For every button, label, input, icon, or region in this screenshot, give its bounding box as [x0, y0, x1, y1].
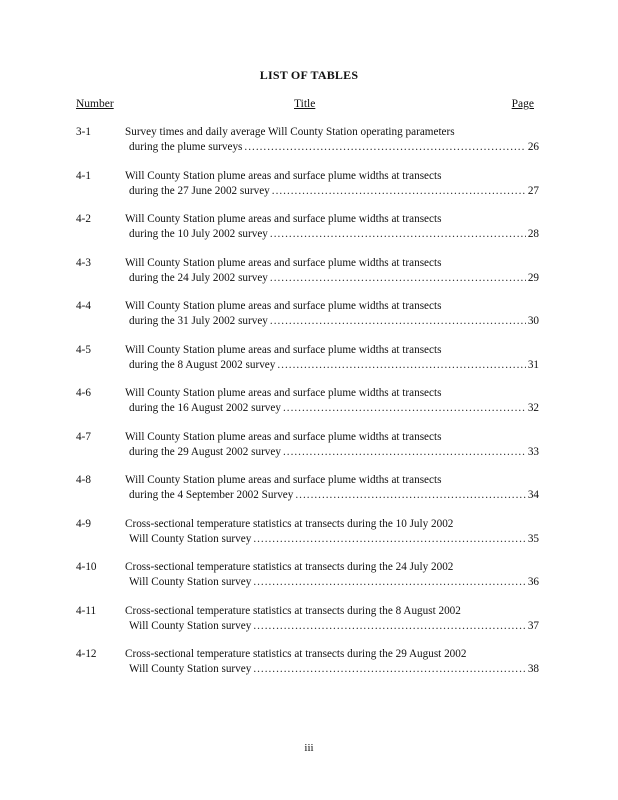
list-item: [0, 605, 618, 649]
table-title-line1: Will County Station plume areas and surface plume widths at transects: [125, 474, 442, 486]
table-title-line1: Will County Station plume areas and surface plume widths at transects: [125, 169, 442, 182]
list-item: [0, 474, 618, 518]
table-title-line2: during the 8 August 2002 survey: [129, 358, 276, 371]
list-item: [0, 300, 618, 344]
table-number: 4-6: [76, 387, 91, 399]
table-page-number: 34: [527, 489, 539, 501]
table-page-number: 27: [527, 184, 539, 197]
table-page-number: 37: [527, 619, 539, 632]
table-list: [0, 126, 618, 692]
table-title-line2: during the 16 August 2002 survey: [129, 402, 281, 414]
table-title-line1: Cross-sectional temperature statistics at transects during the 8 August 2002: [125, 604, 461, 617]
table-number: 4-2: [76, 213, 91, 225]
table-title-line2-row: [129, 533, 539, 545]
table-number: 4-3: [76, 256, 91, 269]
table-title-line2-row: [129, 272, 539, 284]
table-title-line2-row: [129, 315, 539, 327]
table-number: 4-8: [76, 474, 91, 486]
table-number: 4-4: [76, 300, 91, 312]
table-page-number: 32: [527, 402, 539, 414]
table-title-line2: Will County Station survey: [129, 532, 252, 545]
header-title: Title: [294, 98, 316, 110]
table-number: 4-1: [76, 169, 91, 182]
dot-leader: [283, 402, 526, 414]
dot-leader: [270, 315, 526, 327]
table-title-line1: Cross-sectional temperature statistics at transects during the 24 July 2002: [125, 561, 454, 573]
list-item: [0, 170, 618, 214]
table-title-line1: Cross-sectional temperature statistics at transects during the 29 August 2002: [125, 648, 467, 660]
table-title-line2: during the 24 July 2002 survey: [129, 271, 268, 284]
list-item: [0, 126, 618, 170]
dot-leader: [253, 663, 526, 675]
table-title-line2: during the 29 August 2002 survey: [129, 445, 281, 458]
column-headers: [76, 98, 534, 114]
page-title: LIST OF TABLES: [259, 68, 359, 82]
list-item: [0, 561, 618, 605]
table-title-line1: Will County Station plume areas and surface plume widths at transects: [125, 430, 442, 443]
table-number: 4-11: [76, 604, 97, 617]
table-title-line1: Will County Station plume areas and surface plume widths at transects: [125, 300, 442, 312]
table-title-line1: Will County Station plume areas and surface plume widths at transects: [125, 387, 442, 399]
table-title-line2: during the 31 July 2002 survey: [129, 315, 268, 327]
table-title-line2-row: [129, 489, 539, 501]
dot-leader: [244, 141, 525, 153]
table-page-number: 38: [527, 663, 539, 675]
table-title-line1: Cross-sectional temperature statistics at transects during the 10 July 2002: [125, 517, 454, 530]
table-title-line2-row: [129, 446, 539, 458]
table-title-line2-row: [129, 402, 539, 414]
table-page-number: 36: [527, 576, 539, 588]
table-number: 3-1: [76, 126, 91, 138]
table-title-line1: Will County Station plume areas and surface plume widths at transects: [125, 256, 442, 269]
dot-leader: [277, 359, 525, 371]
table-number: 4-10: [76, 561, 97, 573]
table-number: 4-12: [76, 648, 97, 660]
table-title-line2: during the 27 June 2002 survey: [129, 184, 270, 197]
list-item: [0, 518, 618, 562]
table-page-number: 28: [527, 228, 539, 240]
table-title-line1: Survey times and daily average Will County Station operating parameters: [125, 126, 455, 138]
table-title-line2: during the 10 July 2002 survey: [129, 228, 268, 240]
table-number: 4-7: [76, 430, 91, 443]
table-title-line2-row: [129, 620, 539, 632]
list-item: [0, 387, 618, 431]
table-title-line2: Will County Station survey: [129, 619, 252, 632]
table-title-line1: Will County Station plume areas and surface plume widths at transects: [125, 213, 442, 225]
table-title-line2-row: [129, 663, 539, 675]
table-page-number: 33: [527, 445, 539, 458]
list-item: [0, 648, 618, 692]
dot-leader: [270, 272, 526, 284]
dot-leader: [272, 185, 526, 197]
table-title-line2-row: [129, 576, 539, 588]
table-page-number: 30: [527, 315, 539, 327]
table-number: 4-9: [76, 517, 91, 530]
table-title-line2: Will County Station survey: [129, 576, 252, 588]
list-item: [0, 344, 618, 388]
table-title-line2: Will County Station survey: [129, 663, 252, 675]
table-title-line2: during the 4 September 2002 Survey: [129, 489, 294, 501]
table-page-number: 29: [527, 271, 539, 284]
table-title-line2-row: [129, 359, 539, 371]
table-title-line2: during the plume surveys: [129, 141, 243, 153]
table-title-line2-row: [129, 228, 539, 240]
dot-leader: [295, 489, 525, 501]
dot-leader: [253, 576, 526, 588]
table-title-line2-row: [129, 141, 539, 153]
list-item: [0, 257, 618, 301]
dot-leader: [270, 228, 526, 240]
header-number: Number: [76, 98, 114, 110]
list-item: [0, 213, 618, 257]
dot-leader: [253, 533, 526, 545]
list-item: [0, 431, 618, 475]
table-page-number: 31: [527, 358, 539, 371]
table-title-line2-row: [129, 185, 539, 197]
dot-leader: [283, 446, 526, 458]
table-title-line1: Will County Station plume areas and surface plume widths at transects: [125, 343, 442, 356]
table-page-number: 35: [527, 532, 539, 545]
table-page-number: 26: [527, 141, 539, 153]
dot-leader: [253, 620, 526, 632]
header-page: Page: [511, 98, 534, 110]
page-number: iii: [304, 742, 314, 754]
table-number: 4-5: [76, 343, 91, 356]
